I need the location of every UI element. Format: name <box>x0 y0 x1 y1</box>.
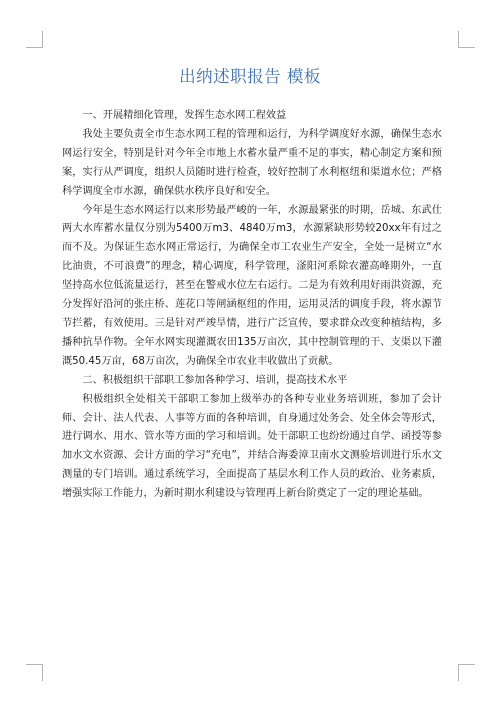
document-body <box>62 107 442 504</box>
page-corner-mark-bottom-right <box>458 664 475 681</box>
section-heading-1: 一、开展精细化管理，发挥生态水网工程效益 <box>82 110 287 121</box>
page-corner-mark-top-left <box>26 31 43 48</box>
body-paragraph-3: 积极组织全处相关干部职工参加上级举办的各种专业业务培训班，参加了会计师、会计、法人代表、人事等方面的各种培训，自身通过处务会、处全体会等形式，进行调水、用水、管水等方面的学习和培训。处干部职工也纷纷通过自学、函授等参加水文水资源、会计方面的学习“充电”，并结合海委漳卫南水文测验培训进行乐水文测量的专门培训。通过系统学习，全面提高了基层水利工作人员的政治、业务素质，增强实际工作能力，为新时期水利建设与管理再上新台阶奠定了一定的理论基础。 <box>62 393 442 500</box>
section-heading-2: 二、积极组织干部职工参加各种学习、培训，提高技术水平 <box>82 374 348 386</box>
page-corner-mark-top-right <box>458 31 475 48</box>
page-title: 出纳述职报告 模板 <box>179 67 321 86</box>
page-corner-mark-bottom-left <box>26 664 43 681</box>
body-paragraph-1: 我处主要负责全市生态水网工程的管理和运行，为科学调度好水源，确保生态水网运行安全，特别是针对今年全市地上水蓄水量严重不足的事实，精心制定方案和预案，实行从严调度，组织人员随时进行检查，较好控制了水利枢纽和渠道水位；严格科学调度全市水源，确保供水秩序良好和安全。 <box>62 128 442 197</box>
body-paragraph-2: 今年是生态水网运行以来形势最严峻的一年，水源最紧张的时期，岳城、东武仕两大水库蓄水量仅分别为5400万m3、4840万m3，水源紧缺形势较20xx年有过之而不及。为保证生态水网正常运行，为确保全市工农业生产安全，全处一是树立“水比油贵，不可浪费”的理念，精心调度，科学管理，滏阳河系除农灌高峰期外，一直坚持高水位低流量运行，甚至在警戒水位左右运行。二是为有效利用好雨洪资源，充分发挥好沿河的张庄桥、莲花口等闸涵枢纽的作用，运用灵活的调度手段，将水源节节拦蓄，有效使用。三是针对严竣旱情，进行广泛宣传，要求群众改变种植结构，多播种抗旱作物。全年水网实现灌溉农田135万亩次，其中控制管理的干、支渠以下灌溉50.45万亩，68万亩次，为确保全市农业丰收做出了贡献。 <box>62 204 442 367</box>
